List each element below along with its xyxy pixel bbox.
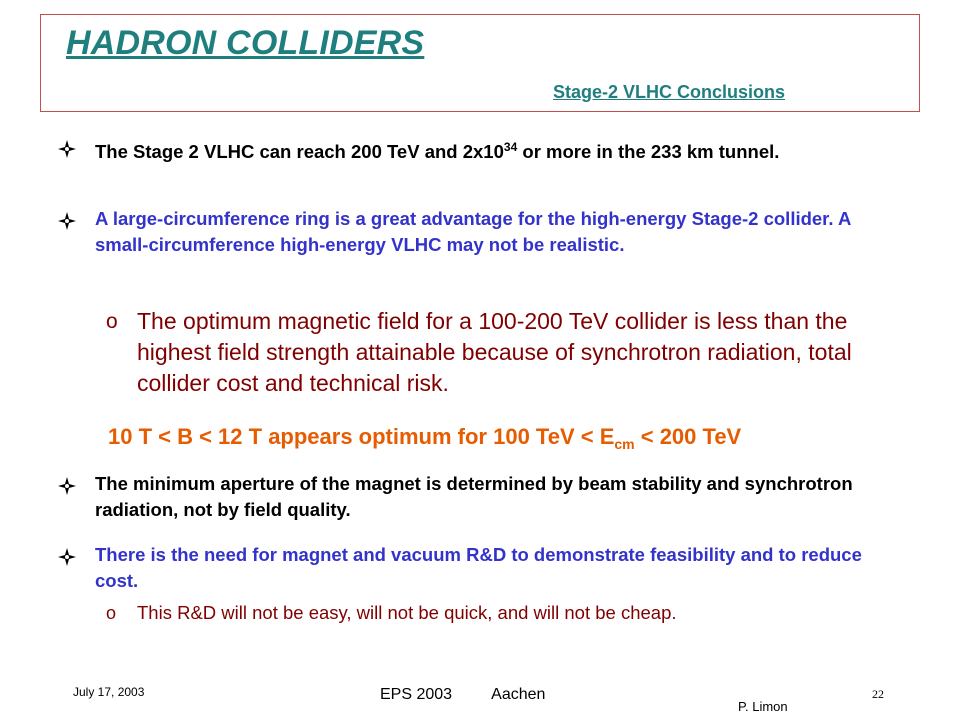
slide-subtitle: Stage-2 VLHC Conclusions — [553, 82, 786, 102]
sub-bullet-marker: o — [106, 603, 117, 623]
subscript: cm — [614, 436, 635, 452]
diamond-star-bullet-icon — [58, 542, 82, 566]
sub-bullet-text: The optimum magnetic field for a 100-200 TeV collider is less than the highest field strength attainable because of synchrotron radiation, total collider cost and technical risk. — [137, 308, 852, 396]
sub-bullet-item — [106, 306, 906, 399]
footer-author: P. Limon — [738, 699, 788, 714]
bullet-text: The Stage 2 VLHC can reach 200 TeV and $2x10^{34}$ or more in the 233 km tunnel. — [95, 140, 780, 163]
slide-title: HADRON COLLIDERS — [66, 24, 425, 62]
sub-bullet-text: This R&D will not be easy, will not be quick, and will not be cheap. — [137, 602, 677, 623]
diamond-star-bullet-icon — [58, 134, 82, 158]
footer-conference: EPS 2003 Aachen — [380, 686, 546, 703]
sub-bullet-item — [106, 601, 906, 625]
bullet-item — [58, 542, 908, 594]
bullet-item — [58, 134, 908, 165]
bullet-item — [58, 471, 908, 523]
bullet-text: A large-circumference ring is a great advantage for the high-energy Stage-2 collider. A small-circumference high-energy VLHC may not be realistic. — [95, 208, 851, 255]
page-number: 22 — [872, 687, 884, 701]
bullet-text: There is the need for magnet and vacuum R&D to demonstrate feasibility and to reduce cost. — [95, 544, 862, 591]
bullet-item — [58, 206, 908, 258]
superscript: 34 — [503, 140, 518, 154]
bullet-text: The minimum aperture of the magnet is determined by beam stability and synchrotron radiation, not by field quality. — [95, 473, 853, 520]
sub-bullet-marker: o — [106, 310, 118, 333]
diamond-star-bullet-icon — [58, 471, 82, 495]
optimum-field-statement: 10 T < B < 12 T appears optimum for 100 TeV < $E_{cm} < 200$ TeV — [108, 424, 742, 452]
footer-date: July 17, 2003 — [73, 685, 145, 699]
diamond-star-bullet-icon — [58, 206, 82, 230]
